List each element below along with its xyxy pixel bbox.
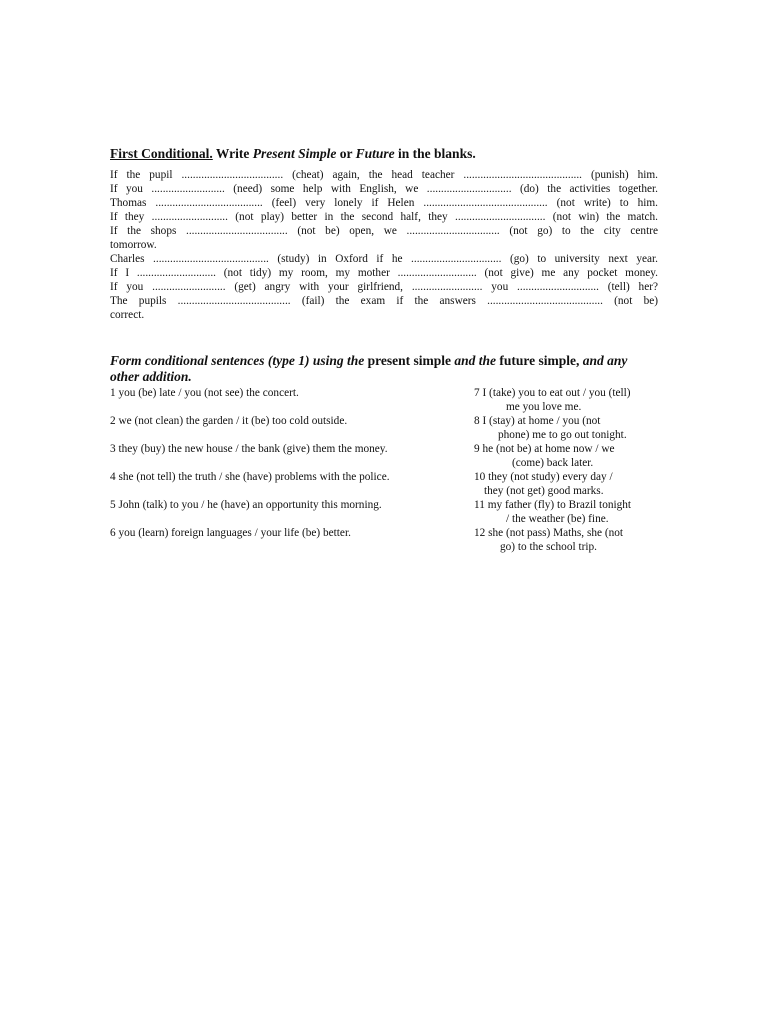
section1-title-or: or (336, 146, 356, 161)
section1-title (110, 146, 658, 162)
list-item (474, 414, 664, 442)
exercise-line: If you .......................... (get) angry with your girlfriend, ......................... you ............................. (tell) her? (110, 281, 658, 293)
list-item-line2: go) to the school trip. (500, 541, 597, 553)
exercise-line: Thomas ...................................... (feel) very lonely if Helen ............................................ (not write) to him. (110, 197, 658, 209)
list-item-line1: 7 I (take) you to eat out / you (tell) (474, 387, 631, 399)
list-item-line2: phone) me to go out tonight. (498, 429, 627, 441)
list-item-line1: 8 I (stay) at home / you (not (474, 415, 601, 427)
exercise-line: The pupils ........................................ (fail) the exam if the answers ......................................... (not be) (110, 295, 658, 307)
section2-title (110, 353, 658, 385)
list-item-line1: 9 he (not be) at home now / we (474, 443, 615, 455)
section2-title-future-simple: future simple, (499, 353, 580, 368)
list-item (474, 470, 664, 498)
list-item (474, 386, 664, 414)
list-item: 5 John (talk) to you / he (have) an opportunity this morning. (110, 499, 382, 511)
section2-title-part3: and the (451, 353, 500, 368)
exercise-line: If the pupil .................................... (cheat) again, the head teacher .......................................... (punish) him. (110, 169, 658, 181)
list-item: 2 we (not clean) the garden / it (be) too cold outside. (110, 415, 348, 427)
list-item: 4 she (not tell) the truth / she (have) problems with the police. (110, 471, 390, 483)
list-item-line1: 12 she (not pass) Maths, she (not (474, 527, 624, 539)
list-item (474, 442, 664, 470)
exercise-line: tomorrow. (110, 239, 157, 251)
list-item-line1: 11 my father (fly) to Brazil tonight (474, 499, 632, 511)
list-item: 3 they (buy) the new house / the bank (give) them the money. (110, 443, 388, 455)
list-item: 6 you (learn) foreign languages / your life (be) better. (110, 527, 351, 539)
section1-title-present-simple: Present Simple (252, 146, 337, 161)
exercise-line: If you .......................... (need) some help with English, we .............................. (do) the activities together. (110, 183, 658, 195)
section2-title-present-simple: present simple (367, 353, 452, 368)
section1-title-underlined: First Conditional. (110, 146, 213, 161)
section2-title-part1: Form conditional sentences (type 1) using the (110, 353, 368, 368)
right-column (474, 386, 664, 554)
exercise-line: correct. (110, 309, 145, 321)
list-item-line2: me you love me. (506, 401, 582, 413)
list-item-line2: they (not get) good marks. (484, 485, 604, 497)
left-column (110, 386, 460, 554)
section1-title-suffix: in the blanks. (394, 146, 476, 161)
exercise-lines (110, 168, 658, 322)
list-item-line2: (come) back later. (512, 457, 594, 469)
exercise-line: If the shops .................................... (not be) open, we ................................. (not go) to the city centre (110, 225, 658, 237)
exercise-line: Charles ......................................... (study) in Oxford if he ................................ (go) to university next year. (110, 253, 658, 265)
section1-title-write: Write (212, 146, 253, 161)
list-item: 1 you (be) late / you (not see) the concert. (110, 387, 299, 399)
first-conditional-section (110, 146, 658, 322)
section1-title-future: Future (355, 146, 395, 161)
section2-title-part5: and any other addition. (110, 353, 628, 384)
list-item (474, 498, 664, 526)
list-item (474, 526, 664, 554)
form-sentences-section (110, 353, 658, 553)
exercise-line: If they ........................... (not play) better in the second half, they ................................ (not win) the match. (110, 211, 658, 223)
list-item-line1: 10 they (not study) every day / (474, 471, 613, 483)
list-item-line2: / the weather (be) fine. (506, 513, 609, 525)
exercise-line: If I ............................ (not tidy) my room, my mother ............................ (not give) me any pocket money. (110, 267, 658, 279)
